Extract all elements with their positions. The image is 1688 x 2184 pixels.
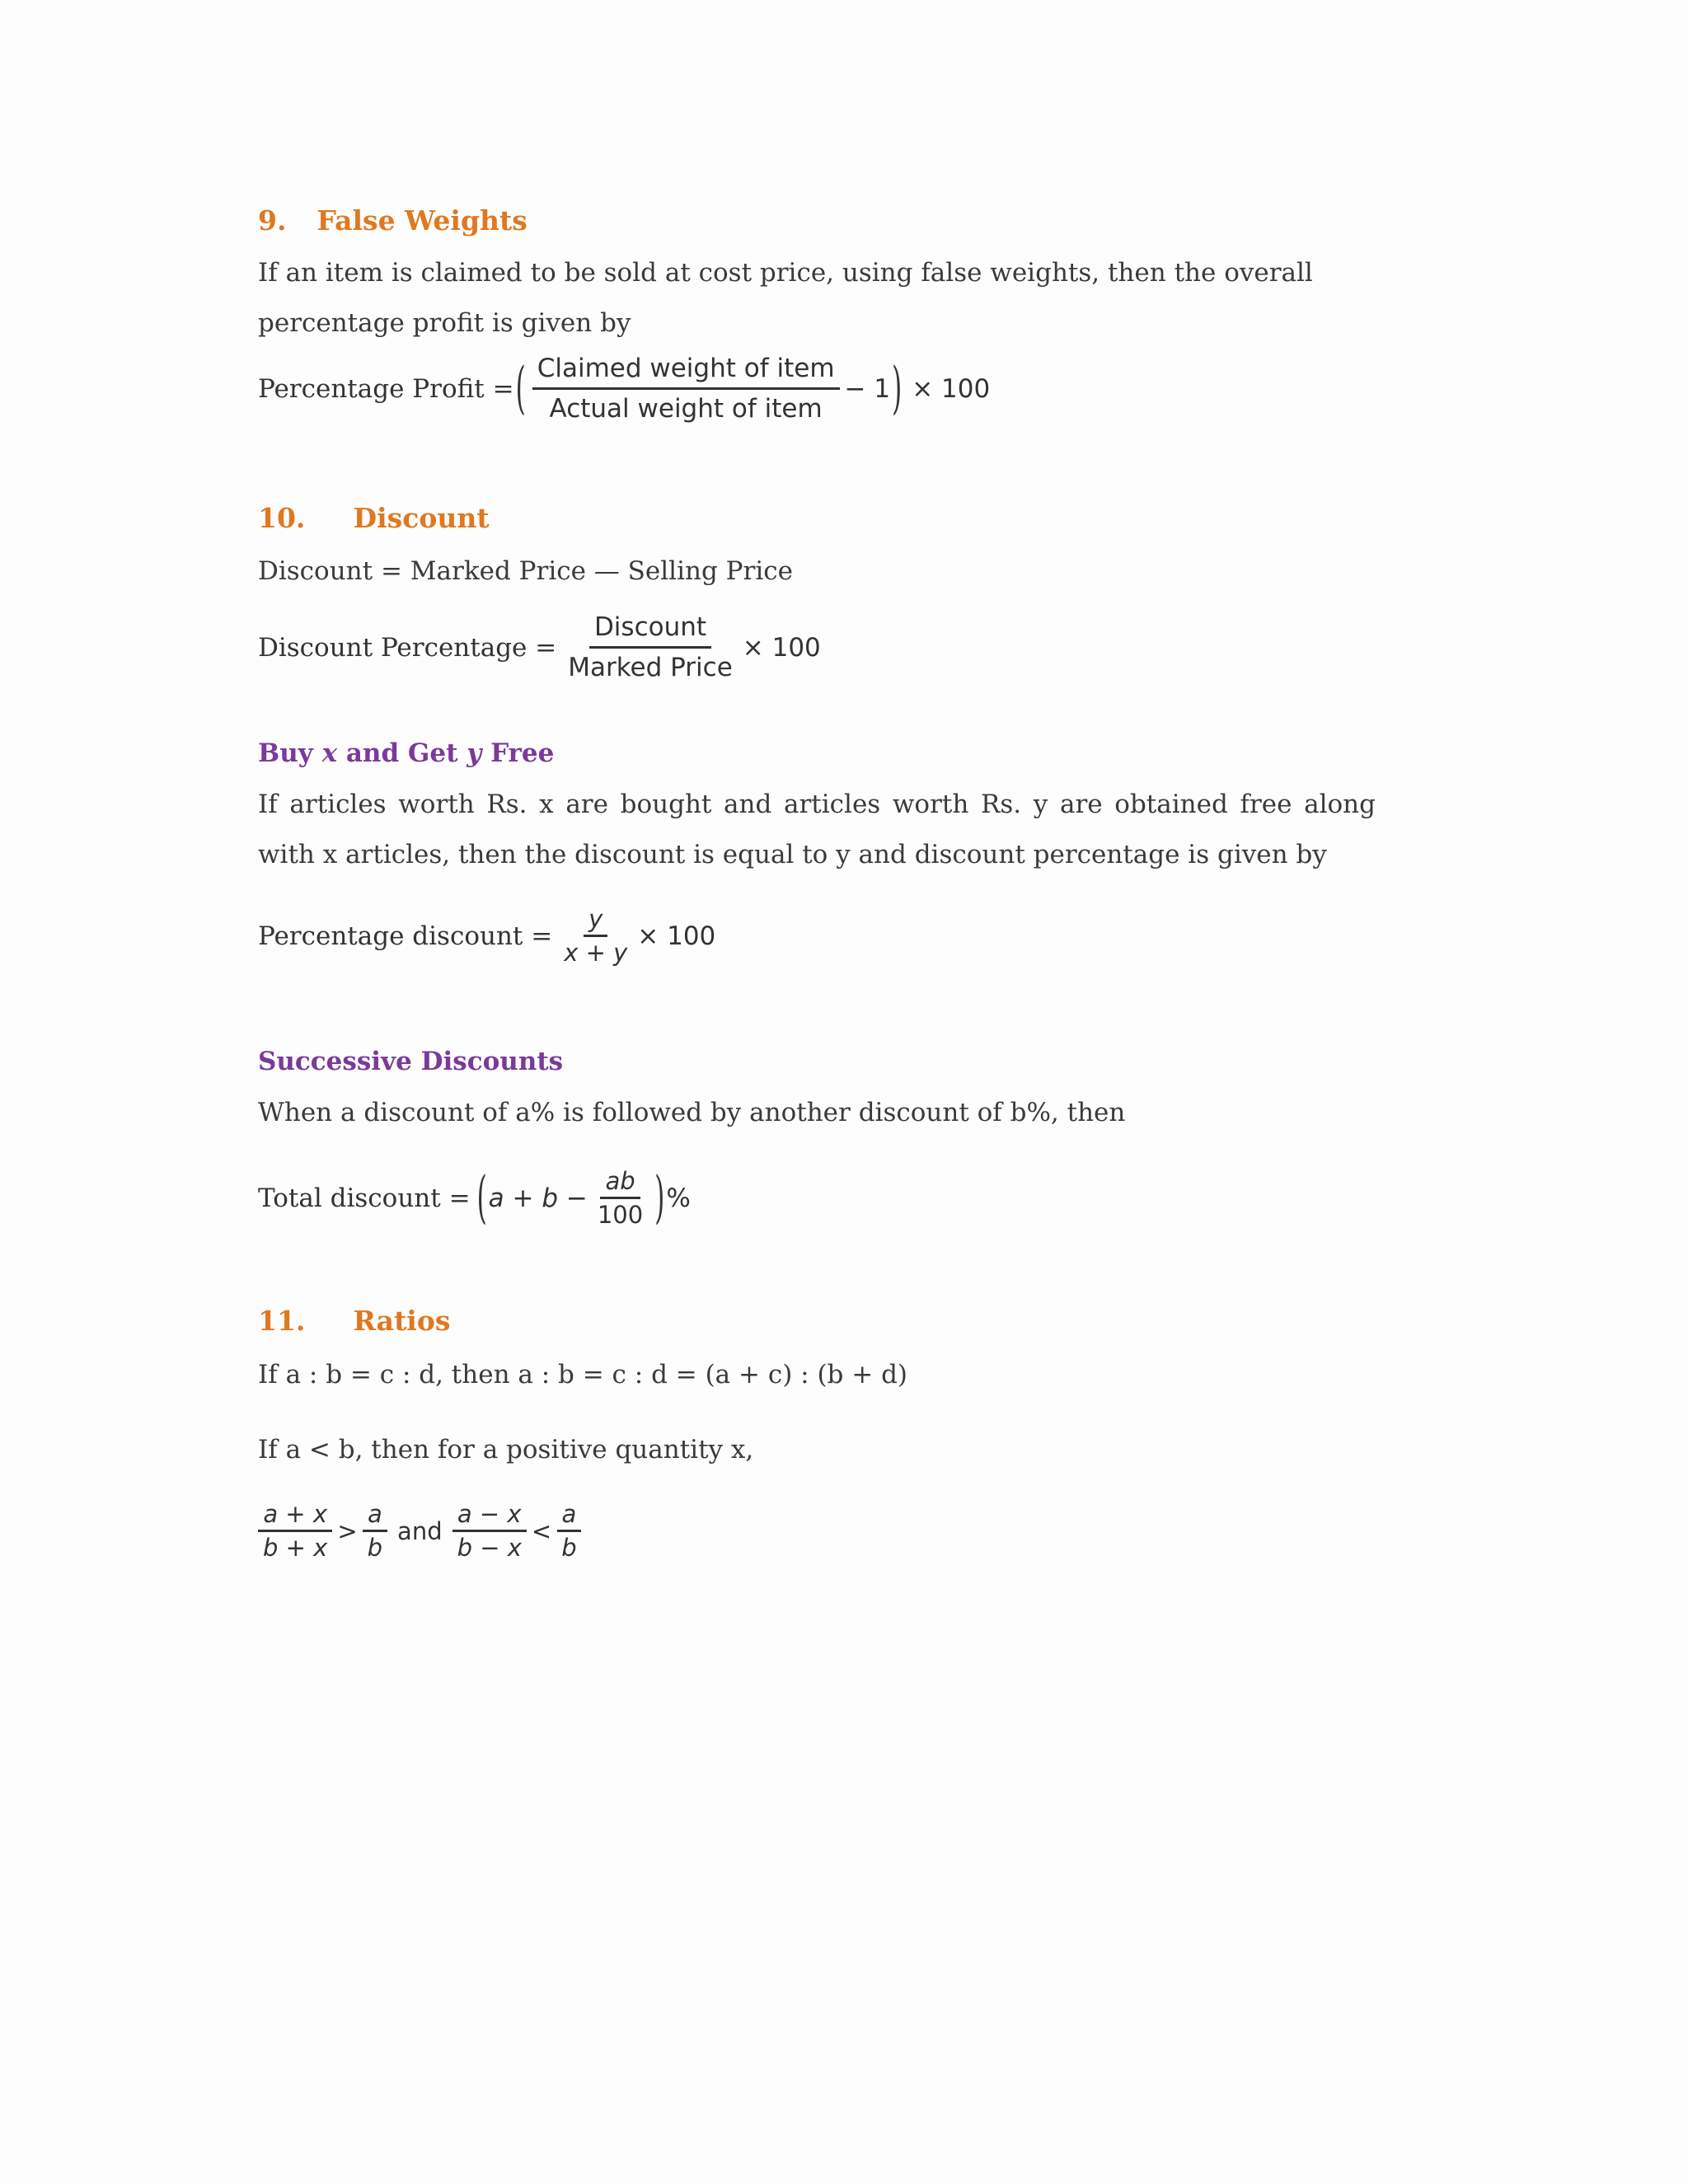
denominator: Marked Price [568, 653, 733, 682]
numerator: a + x [258, 1502, 332, 1532]
buy-x-get-y-paragraph: If articles worth Rs. x are bought and articles worth Rs. y are obtained free along with x articles, then the discount is equal to y and discount percentage is given by [258, 790, 1376, 869]
minus-one: − 1 [844, 373, 891, 404]
fraction [593, 1169, 648, 1227]
heading-text: Buy [258, 738, 313, 768]
times-100: × 100 [742, 632, 821, 663]
section-title: False Weights [316, 204, 528, 237]
buy-x-get-y-heading [258, 737, 554, 770]
equation-label: Percentage discount = [258, 921, 553, 951]
denominator: 100 [597, 1201, 644, 1229]
denominator: b + x [263, 1534, 328, 1562]
section-title: Ratios [353, 1305, 451, 1337]
successive-discounts-paragraph: When a discount of a% is followed by another discount of b%, then [258, 1098, 1126, 1127]
heading-text: Free [490, 738, 555, 768]
fraction [563, 612, 738, 683]
and-word: and [397, 1516, 443, 1545]
fraction-4 [556, 1502, 581, 1560]
fraction [532, 353, 840, 424]
section-10-heading [258, 502, 490, 535]
fraction [559, 907, 632, 965]
numerator: ab [600, 1169, 640, 1199]
heading-var-x: x [321, 738, 338, 768]
numerator: a [557, 1502, 582, 1532]
total-discount-equation [258, 1165, 691, 1231]
section-number: 10. [258, 502, 306, 534]
section-title: Discount [353, 502, 490, 534]
percentage-discount-equation [258, 907, 715, 965]
percentage-profit-equation [258, 353, 990, 424]
discount-definition: Discount = Marked Price — Selling Price [258, 556, 793, 586]
section-11-heading [258, 1305, 450, 1338]
equation-label: Percentage Profit = [258, 373, 514, 404]
numerator: a [363, 1502, 387, 1532]
denominator: b − x [457, 1534, 522, 1562]
fraction-2 [363, 1502, 387, 1560]
denominator: Actual weight of item [549, 394, 823, 424]
section-9-heading [258, 204, 528, 237]
heading-text: and Get [345, 738, 458, 768]
numerator: a − x [452, 1502, 527, 1532]
equation-label: Total discount = [258, 1183, 471, 1213]
left-paren: ( [476, 1165, 487, 1231]
numerator: Discount [589, 612, 711, 649]
less-than: < [531, 1516, 552, 1545]
heading-var-y: y [467, 738, 482, 768]
false-weights-paragraph: If an item is claimed to be sold at cost price, using false weights, then the overall percentage profit is given by [258, 258, 1313, 338]
section-number: 11. [258, 1305, 306, 1337]
numerator: y [584, 907, 607, 937]
greater-than: > [337, 1516, 358, 1545]
numerator: Claimed weight of item [532, 353, 840, 390]
denominator: b [367, 1534, 383, 1562]
times-100: × 100 [637, 921, 716, 951]
right-paren: ) [892, 355, 903, 422]
right-paren: ) [654, 1165, 665, 1231]
ratios-line-1: If a : b = c : d, then a : b = c : d = (a + c) : (b + d) [258, 1360, 908, 1390]
percent-sign: % [666, 1183, 691, 1213]
ratio-inequalities [258, 1502, 587, 1560]
section-number: 9. [258, 204, 287, 237]
fraction-1 [258, 1502, 332, 1560]
successive-discounts-heading: Successive Discounts [258, 1047, 564, 1076]
denominator: x + y [564, 939, 628, 967]
expression: a + b − [488, 1183, 588, 1213]
left-paren: ( [515, 355, 526, 422]
denominator: b [561, 1534, 577, 1562]
discount-percentage-equation [258, 612, 821, 683]
fraction-3 [452, 1502, 527, 1560]
ratios-line-2: If a < b, then for a positive quantity x, [258, 1435, 754, 1465]
times-100: × 100 [912, 373, 991, 404]
equation-label: Discount Percentage = [258, 632, 557, 663]
